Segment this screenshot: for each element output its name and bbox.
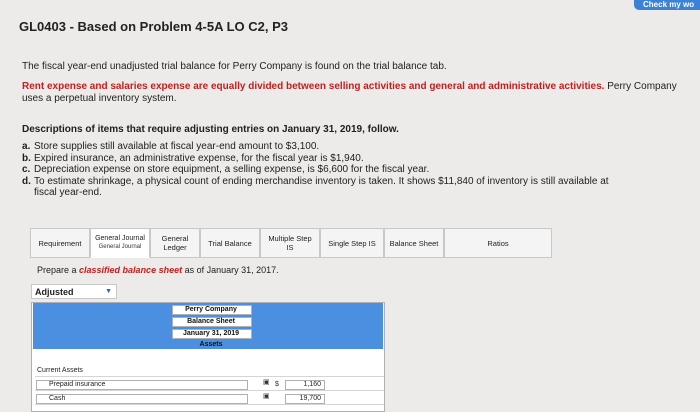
- prepare-emphasis: classified balance sheet: [79, 265, 183, 275]
- list-item: a. Store supplies still available at fiscal year-end amount to $3,100.: [22, 141, 320, 152]
- row-flag-icon: ▣: [263, 379, 270, 386]
- row-label: Prepaid insurance: [49, 381, 106, 388]
- rules-text: [22, 81, 682, 105]
- table-row: [35, 365, 384, 377]
- statement-name: Balance Sheet: [187, 318, 235, 325]
- list-item: d. To estimate shrinkage, a physical count of ending merchandise inventory is taken. It shows $11,840 of inventory is still available at: [22, 175, 609, 187]
- adjustment-list: [22, 141, 609, 199]
- row-flag-icon: ▣: [263, 393, 270, 400]
- tab-single-step-is[interactable]: Single Step IS: [320, 228, 384, 258]
- statement-date: January 31, 2019: [182, 330, 240, 337]
- tab-general-journal-sublabel: General Journal: [98, 244, 142, 250]
- table-row: [35, 379, 384, 391]
- prepare-instruction: Prepare a classified balance sheet as of January 31, 2017.: [37, 265, 279, 275]
- tab-ratios[interactable]: Ratios: [444, 228, 552, 258]
- check-my-work-button[interactable]: Check my wo: [634, 0, 700, 10]
- tab-trial-balance[interactable]: Trial Balance: [200, 228, 260, 258]
- currency-symbol: $: [275, 381, 279, 388]
- items-heading: Descriptions of items that require adjusting entries on January 31, 2019, follow.: [22, 124, 399, 135]
- tab-general-journal[interactable]: [90, 228, 150, 258]
- table-row: [35, 393, 384, 405]
- list-item: b. Expired insurance, an administrative expense, for the fiscal year is $1,940.: [22, 152, 364, 164]
- intro-text: The fiscal year-end unadjusted trial balance for Perry Company is found on the trial balance tab.: [22, 61, 447, 72]
- chevron-down-icon: ▼: [105, 288, 112, 295]
- dropdown-selected-value: Adjusted: [35, 287, 74, 297]
- tab-general-journal-label: General Journal: [95, 235, 145, 242]
- page-title: GL0403 - Based on Problem 4-5A LO C2, P3: [19, 19, 288, 34]
- account-name-field[interactable]: [36, 394, 248, 404]
- row-label: Cash: [49, 395, 66, 402]
- row-amount: 1,160: [303, 381, 321, 388]
- row-amount: 19,700: [299, 395, 321, 402]
- tab-balance-sheet[interactable]: Balance Sheet: [384, 228, 444, 258]
- rules-rest: Perry Company uses a perpetual inventory system.: [22, 81, 677, 104]
- tab-multiple-step-is[interactable]: Multiple Step IS: [260, 228, 320, 258]
- rules-highlight: Rent expense and salaries expense are equally divided between selling activities and general and administrative activities.: [22, 81, 605, 92]
- balance-sheet-worksheet: [31, 302, 385, 412]
- section-label: Assets: [199, 341, 223, 348]
- list-item-continuation: fiscal year-end.: [34, 187, 102, 198]
- list-item: c. Depreciation expense on store equipment, a selling expense, is $6,600 for the fiscal year.: [22, 164, 430, 175]
- tab-general-ledger[interactable]: General Ledger: [150, 228, 200, 258]
- balance-type-dropdown[interactable]: [31, 284, 117, 299]
- company-name: Perry Company: [185, 306, 237, 313]
- row-label: Current Assets: [37, 367, 83, 374]
- requirement-tabs: [30, 228, 552, 258]
- tab-requirement[interactable]: Requirement: [30, 228, 90, 258]
